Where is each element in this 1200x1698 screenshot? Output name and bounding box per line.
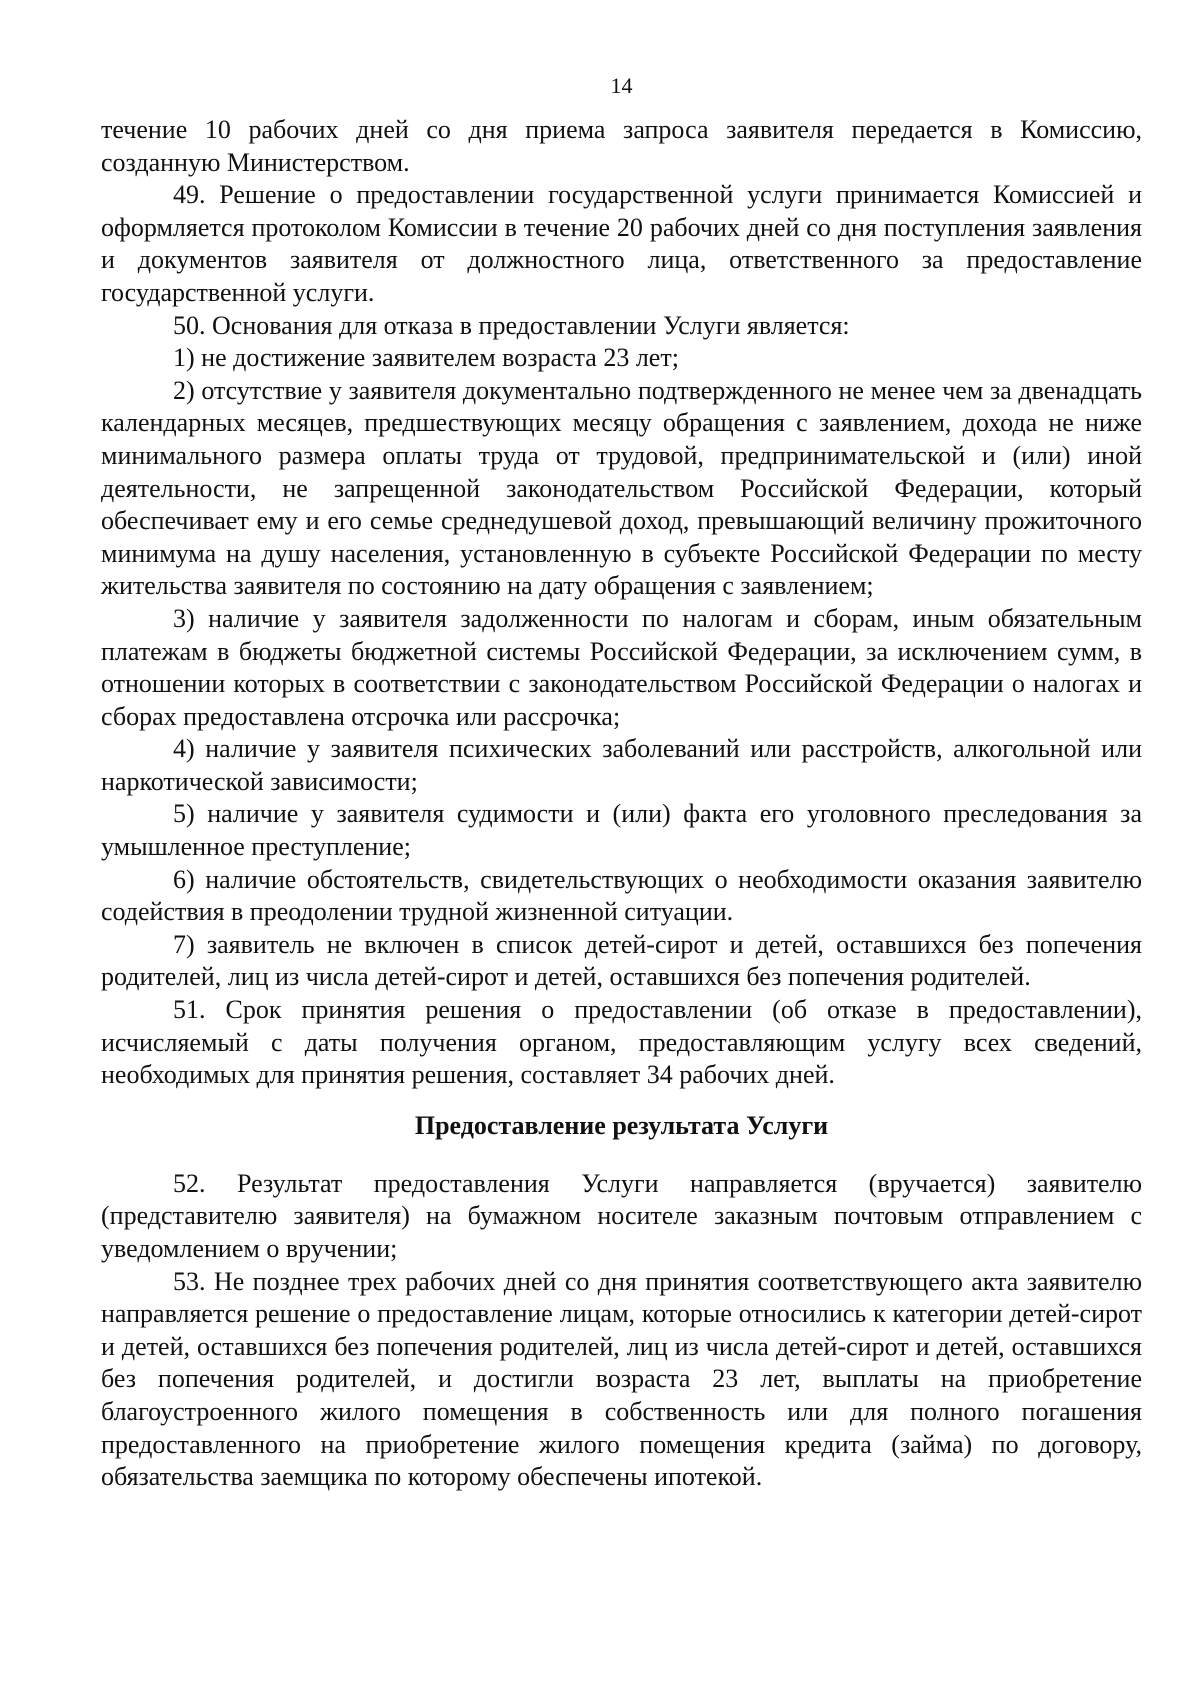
paragraph-52: 52. Результат предоставления Услуги направляется (вручается) заявителю (представителю заявителя) на бумажном носителе заказным почтовым отправлением с уведомлением о вручении; xyxy=(101,1168,1142,1263)
paragraph-50: 50. Основания для отказа в предоставлении Услуги является: xyxy=(173,310,850,340)
list-item-2: 2) отсутствие у заявителя документально подтвержденного не менее чем за двенадцать календарных месяцев, предшествующих месяцу обращения с заявлением, дохода не ниже минимального размера оплаты труда от трудовой, предпринимательской и (или) иной деятельности, не запрещенной законодательством Российской Федерации, который обеспечивает ему и его семье среднедушевой доход, превышающий величину прожиточного минимума на душу населения, установленную в субъекте Российской Федерации по месту жительства заявителя по состоянию на дату обращения с заявлением; xyxy=(101,375,1142,601)
page-number: 14 xyxy=(610,73,633,98)
list-item-6: 6) наличие обстоятельств, свидетельствующих о необходимости оказания заявителю содействия в преодолении трудной жизненной ситуации. xyxy=(101,864,1142,927)
paragraph-51: 51. Срок принятия решения о предоставлении (об отказе в предоставлении), исчисляемый с даты получения органом, предоставляющим услугу всех сведений, необходимых для принятия решения, составляет 34 рабочих дней. xyxy=(101,995,1142,1090)
paragraph-continuation: течение 10 рабочих дней со дня приема запроса заявителя передается в Комиссию, созданную Министерством. xyxy=(101,115,1142,177)
paragraph-49: 49. Решение о предоставлении государственной услуги принимается Комиссией и оформляется протоколом Комиссии в течение 20 рабочих дней со дня поступления заявления и документов заявителя от должностного лица, ответственного за предоставление государственной услуги. xyxy=(101,180,1142,307)
list-item-1: 1) не достижение заявителем возраста 23 лет; xyxy=(173,343,679,373)
paragraph-53: 53. Не позднее трех рабочих дней со дня принятия соответствующего акта заявителю направляется решение о предоставление лицам, которые относились к категории детей-сирот и детей, оставшихся без попечения родителей, лиц из числа детей-сирот и детей, оставшихся без попечения родителей, и достигли возраста 23 лет, выплаты на приобретение благоустроенного жилого помещения в собственность или для полного погашения предоставленного на приобретение жилого помещения кредита (займа) по договору, обязательства заемщика по которому обеспечены ипотекой. xyxy=(101,1266,1142,1492)
list-item-4: 4) наличие у заявителя психических заболеваний или расстройств, алкогольной или наркотической зависимости; xyxy=(101,734,1142,796)
list-item-3: 3) наличие у заявителя задолженности по налогам и сборам, иным обязательным платежам в бюджеты бюджетной системы Российской Федерации, за исключением сумм, в отношении которых в соответствии с законодательством Российской Федерации о налогах и сборах предоставлена отсрочка или рассрочка; xyxy=(101,603,1142,731)
list-item-7: 7) заявитель не включен в список детей-сирот и детей, оставшихся без попечения родителей, лиц из числа детей-сирот и детей, оставшихся без попечения родителей. xyxy=(101,929,1142,992)
list-item-5: 5) наличие у заявителя судимости и (или) факта его уголовного преследования за умышленное преступление; xyxy=(101,799,1142,862)
section-heading: Предоставление результата Услуги xyxy=(414,1110,829,1140)
